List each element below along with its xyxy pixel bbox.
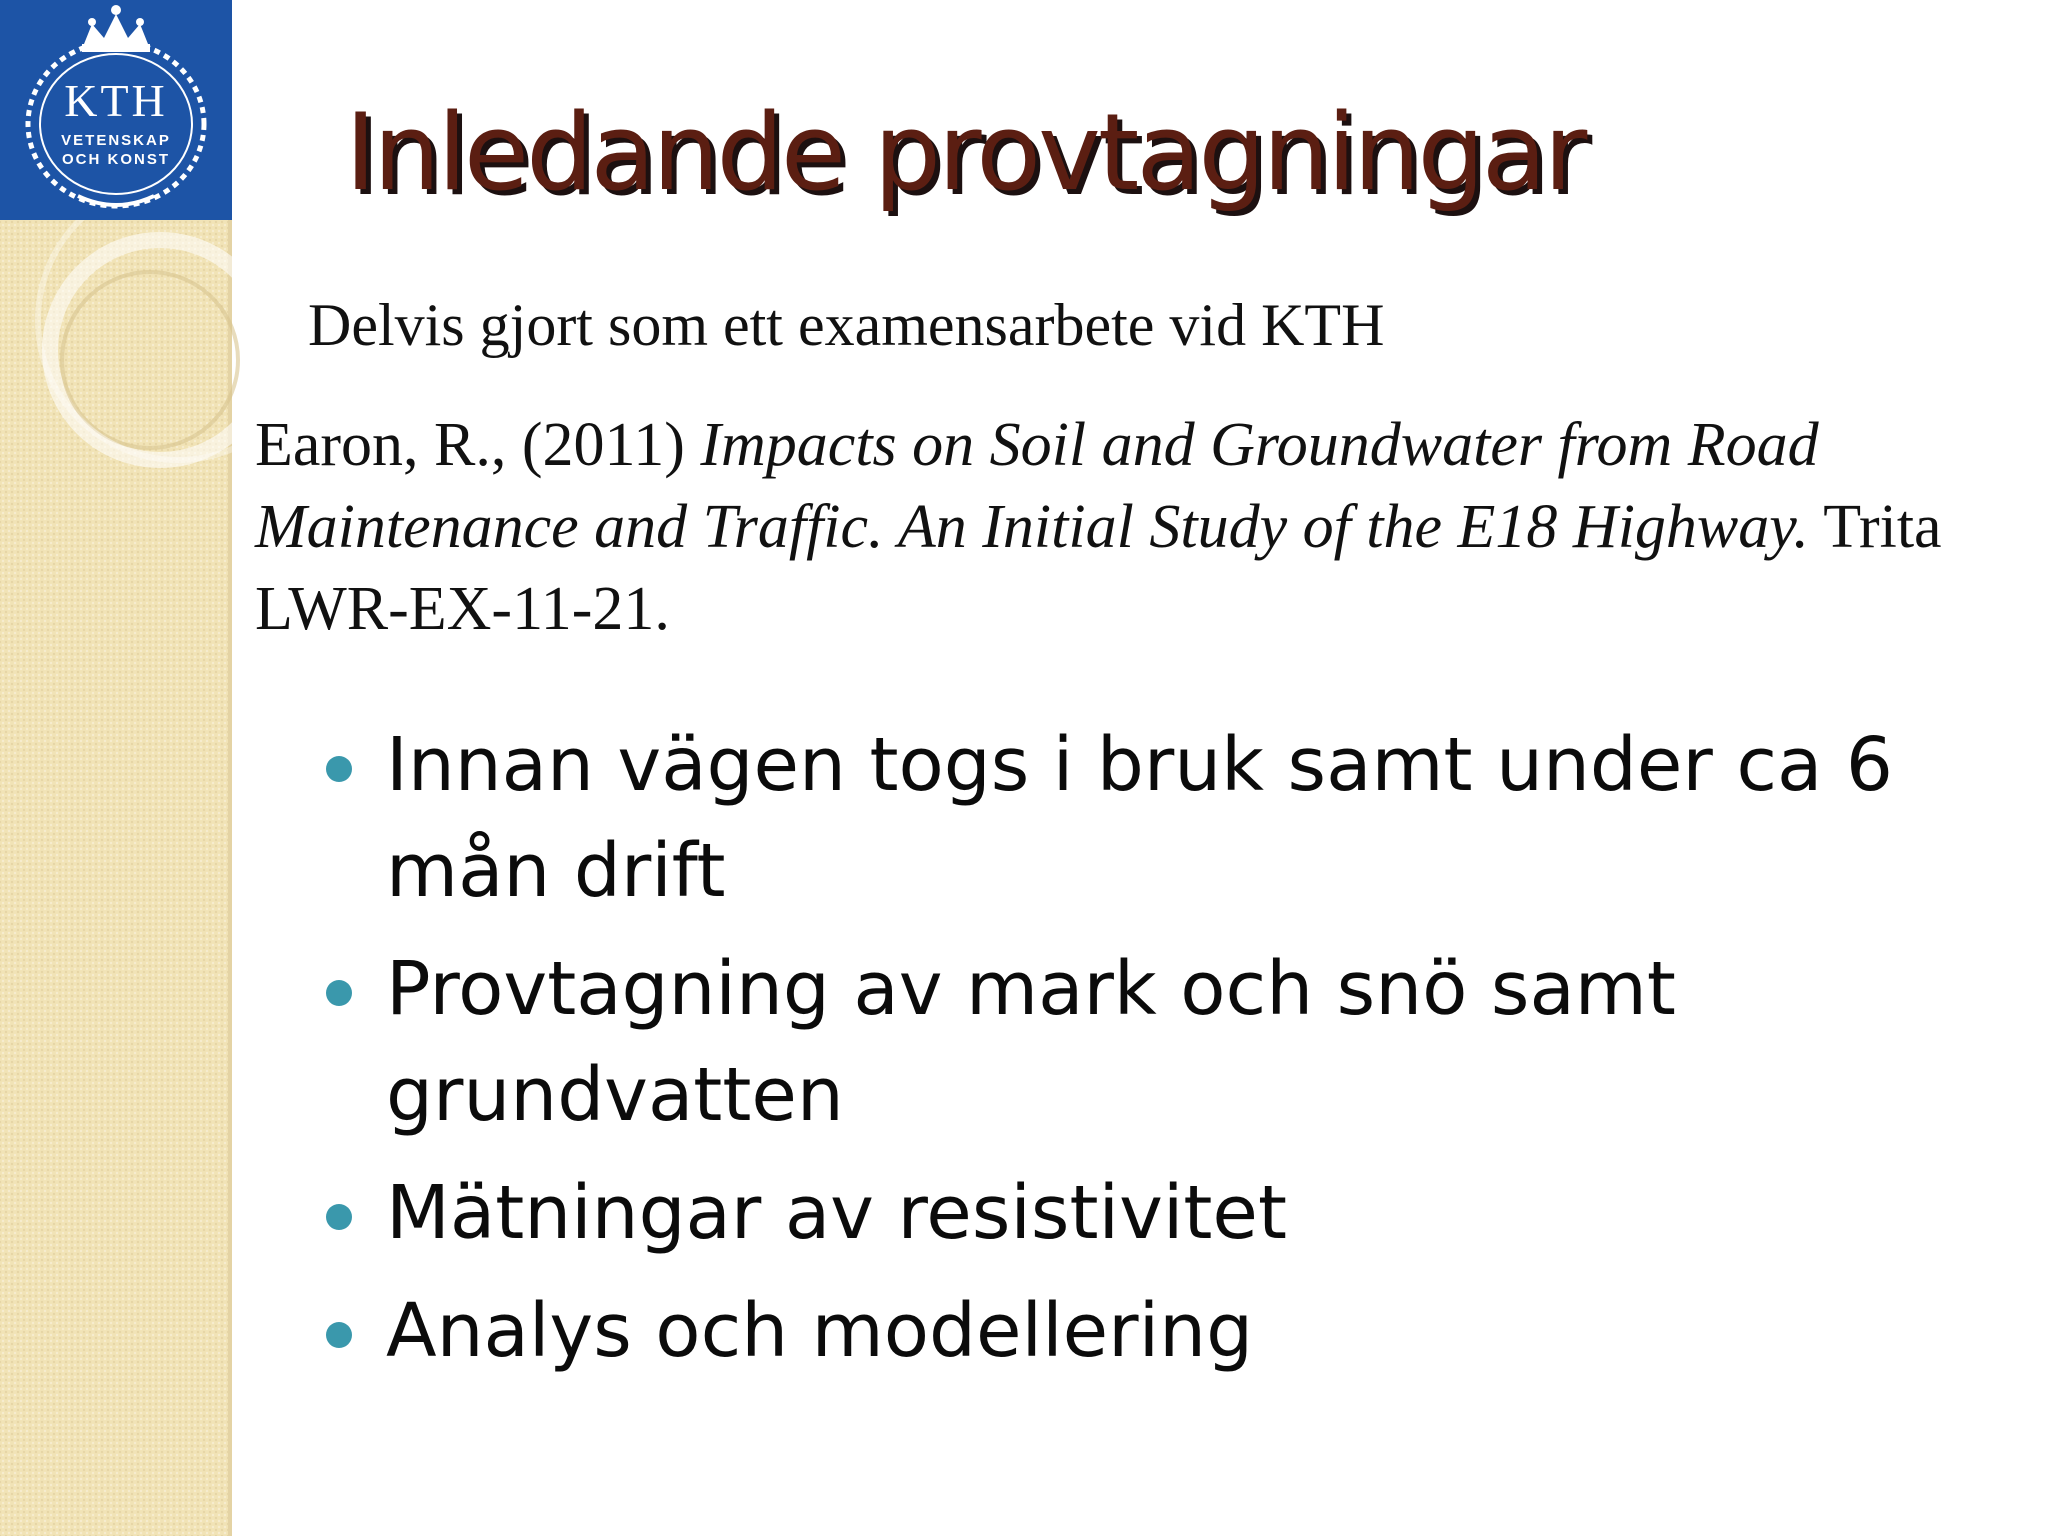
bullet-item xyxy=(320,1278,1960,1384)
citation-title: Impacts on Soil and Groundwater from Road Maintenance and Traffic. An Initial Study of the E18 Highway. xyxy=(255,411,1819,561)
bullet-dot-icon xyxy=(326,1322,352,1348)
citation-series: Trita LWR-EX-11-21. xyxy=(255,493,1942,643)
bullet-item xyxy=(320,936,1960,1148)
bullet-text: Innan vägen togs i bruk samt under ca 6 mån drift xyxy=(386,722,1893,914)
bullet-dot-icon xyxy=(326,1204,352,1230)
logo-wordmark: KTH xyxy=(64,75,168,126)
kth-logo xyxy=(0,0,232,220)
bullet-dot-icon xyxy=(326,756,352,782)
bullet-text: Analys och modellering xyxy=(386,1288,1254,1374)
logo-motto-line2: OCH KONST xyxy=(62,151,170,168)
citation-authors: Earon, R., (2011) xyxy=(255,411,685,479)
bullet-item xyxy=(320,712,1960,924)
ring-ornament-icon xyxy=(0,200,240,520)
bullet-list xyxy=(320,712,1960,1396)
decorative-side-band xyxy=(0,0,232,1536)
logo-motto-line1: VETENSKAP xyxy=(61,132,171,149)
bullet-item xyxy=(320,1160,1960,1266)
bullet-dot-icon xyxy=(326,980,352,1006)
bullet-text: Provtagning av mark och snö samt grundvatten xyxy=(386,946,1676,1138)
reference-citation xyxy=(255,404,2015,650)
slide-title: Inledande provtagningar xyxy=(345,91,1585,214)
slide-subtitle: Delvis gjort som ett examensarbete vid KTH xyxy=(308,292,1385,358)
bullet-text: Mätningar av resistivitet xyxy=(386,1170,1287,1256)
